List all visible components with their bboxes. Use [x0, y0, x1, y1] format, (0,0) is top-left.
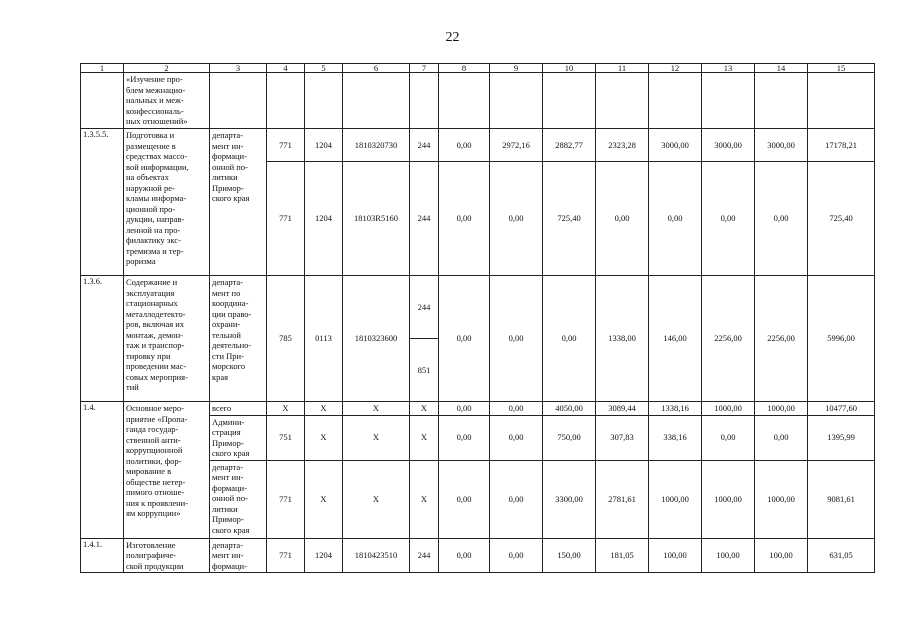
total-amount: 631,05 — [808, 538, 875, 573]
table-row — [81, 129, 875, 162]
executor: департа- мент по координа- ции право- охрани- тельной деятельно- сти При- морского края — [210, 276, 267, 402]
column-number: 9 — [490, 64, 543, 73]
column-number: 1 — [81, 64, 124, 73]
activity-name: Содержание и эксплуатация стационарных металлодетекто- ров, включая их монтаж, демон- таж и транспор- тировку при проведении мас- совых мероприя- тий — [124, 276, 210, 402]
amount-cell: 0,00 — [596, 162, 649, 276]
total-amount: 1395,99 — [808, 415, 875, 460]
header-row — [81, 64, 875, 73]
amount-cell: 4050,00 — [543, 402, 596, 416]
expense-type: 244 — [410, 538, 439, 573]
amount-cell: 0,00 — [490, 162, 543, 276]
item-code: 1.4.1. — [81, 538, 124, 573]
column-number: 10 — [543, 64, 596, 73]
expense-type: Х — [410, 402, 439, 416]
section-code: Х — [305, 460, 343, 538]
amount-cell: 307,83 — [596, 415, 649, 460]
amount-cell: 1000,00 — [649, 460, 702, 538]
table-row — [81, 276, 875, 402]
activity-name: «Изучение про- блем межнацио- нальных и меж- конфессиональ- ных отношений» — [124, 73, 210, 129]
section-code: 0113 — [305, 276, 343, 402]
amount-cell: 750,00 — [543, 415, 596, 460]
column-number: 12 — [649, 64, 702, 73]
executor: Админи- страция Примор- ского края — [210, 415, 267, 460]
amount-cell: 0,00 — [439, 460, 490, 538]
section-code: 1204 — [305, 162, 343, 276]
expense-type: 244 — [410, 129, 439, 162]
amount-cell: 100,00 — [702, 538, 755, 573]
amount-cell: 0,00 — [755, 162, 808, 276]
page-number: 22 — [445, 30, 460, 45]
amount-cell: 0,00 — [755, 415, 808, 460]
amount-cell: 0,00 — [439, 538, 490, 573]
amount-cell: 0,00 — [439, 415, 490, 460]
item-code: 1.3.5.5. — [81, 129, 124, 276]
table-row — [81, 538, 875, 573]
amount-cell: 1338,00 — [596, 276, 649, 402]
amount-cell: 150,00 — [543, 538, 596, 573]
total-amount: 5996,00 — [808, 276, 875, 402]
amount-cell: 1000,00 — [755, 402, 808, 416]
section-code: 1204 — [305, 538, 343, 573]
expense-type: Х — [410, 415, 439, 460]
section-code: Х — [305, 402, 343, 416]
amount-cell: 0,00 — [439, 129, 490, 162]
column-number: 11 — [596, 64, 649, 73]
executor: департа- мент ин- формаци- — [210, 538, 267, 573]
activity-name: Изготовление полиграфиче- ской продукции — [124, 538, 210, 573]
amount-cell: 0,00 — [439, 276, 490, 402]
amount-cell: 3000,00 — [649, 129, 702, 162]
amount-cell: 0,00 — [649, 162, 702, 276]
column-number: 8 — [439, 64, 490, 73]
column-number: 2 — [124, 64, 210, 73]
amount-cell: 146,00 — [649, 276, 702, 402]
grbs-code: 771 — [267, 460, 305, 538]
expense-type: Х — [410, 460, 439, 538]
section-code: Х — [305, 415, 343, 460]
expense-type: 244 — [410, 162, 439, 276]
amount-cell: 3300,00 — [543, 460, 596, 538]
target-article: Х — [343, 415, 410, 460]
grbs-code: Х — [267, 402, 305, 416]
amount-cell: 2323,28 — [596, 129, 649, 162]
column-number: 3 — [210, 64, 267, 73]
amount-cell: 3000,00 — [702, 129, 755, 162]
amount-cell: 0,00 — [490, 460, 543, 538]
table-row — [81, 73, 875, 129]
grbs-code: 771 — [267, 129, 305, 162]
amount-cell: 0,00 — [490, 402, 543, 416]
total-amount: 9081,61 — [808, 460, 875, 538]
expense-type: 851 — [417, 364, 431, 375]
target-article: 18103R5160 — [343, 162, 410, 276]
budget-table — [80, 63, 875, 573]
amount-cell: 3089,44 — [596, 402, 649, 416]
amount-cell: 1000,00 — [702, 402, 755, 416]
amount-cell: 2256,00 — [755, 276, 808, 402]
total-amount: 17178,21 — [808, 129, 875, 162]
amount-cell: 0,00 — [543, 276, 596, 402]
amount-cell: 2972,16 — [490, 129, 543, 162]
amount-cell: 1000,00 — [702, 460, 755, 538]
column-number: 5 — [305, 64, 343, 73]
expense-type-split — [410, 276, 439, 402]
grbs-code: 751 — [267, 415, 305, 460]
column-number: 6 — [343, 64, 410, 73]
section-code: 1204 — [305, 129, 343, 162]
amount-cell: 100,00 — [755, 538, 808, 573]
column-number: 7 — [410, 64, 439, 73]
grbs-code: 771 — [267, 538, 305, 573]
amount-cell: 0,00 — [439, 402, 490, 416]
amount-cell: 3000,00 — [755, 129, 808, 162]
grbs-code: 785 — [267, 276, 305, 402]
grbs-code: 771 — [267, 162, 305, 276]
amount-cell: 181,05 — [596, 538, 649, 573]
activity-name: Подготовка и размещение в средствах массо- вой информации, на объектах наружной ре- кламы информа- ционной про- дукции, направ- ленной на про- филактику экс- тремизма и тер- роризма — [124, 129, 210, 276]
column-number: 14 — [755, 64, 808, 73]
target-article: 1810320730 — [343, 129, 410, 162]
amount-cell: 1338,16 — [649, 402, 702, 416]
amount-cell: 0,00 — [490, 276, 543, 402]
target-article: Х — [343, 402, 410, 416]
amount-cell: 1000,00 — [755, 460, 808, 538]
amount-cell: 0,00 — [490, 415, 543, 460]
amount-cell: 725,40 — [543, 162, 596, 276]
executor: всего — [210, 402, 267, 416]
amount-cell: 2882,77 — [543, 129, 596, 162]
amount-cell: 2781,61 — [596, 460, 649, 538]
amount-cell: 0,00 — [702, 415, 755, 460]
column-number: 13 — [702, 64, 755, 73]
executor: департа- мент ин- формаци- онной по- литики Примор- ского края — [210, 460, 267, 538]
target-article: 1810423510 — [343, 538, 410, 573]
total-amount: 10477,60 — [808, 402, 875, 416]
total-amount: 725,40 — [808, 162, 875, 276]
column-number: 4 — [267, 64, 305, 73]
amount-cell: 0,00 — [702, 162, 755, 276]
table-row — [81, 402, 875, 416]
executor: департа- мент ин- формаци- онной по- литики Примор- ского края — [210, 129, 267, 276]
target-article: 1810323600 — [343, 276, 410, 402]
expense-type: 244 — [410, 276, 438, 339]
amount-cell: 0,00 — [439, 162, 490, 276]
amount-cell: 2256,00 — [702, 276, 755, 402]
amount-cell: 100,00 — [649, 538, 702, 573]
amount-cell: 338,16 — [649, 415, 702, 460]
item-code: 1.3.6. — [81, 276, 124, 402]
column-number: 15 — [808, 64, 875, 73]
item-code: 1.4. — [81, 402, 124, 539]
activity-name: Основное меро- приятие «Пропа- ганда государ- ственной анти- коррупционной политики, фор- мирование в обществе нетер- пимого отноше- ния к проявлени- ям коррупции» — [124, 402, 210, 539]
target-article: Х — [343, 460, 410, 538]
amount-cell: 0,00 — [490, 538, 543, 573]
